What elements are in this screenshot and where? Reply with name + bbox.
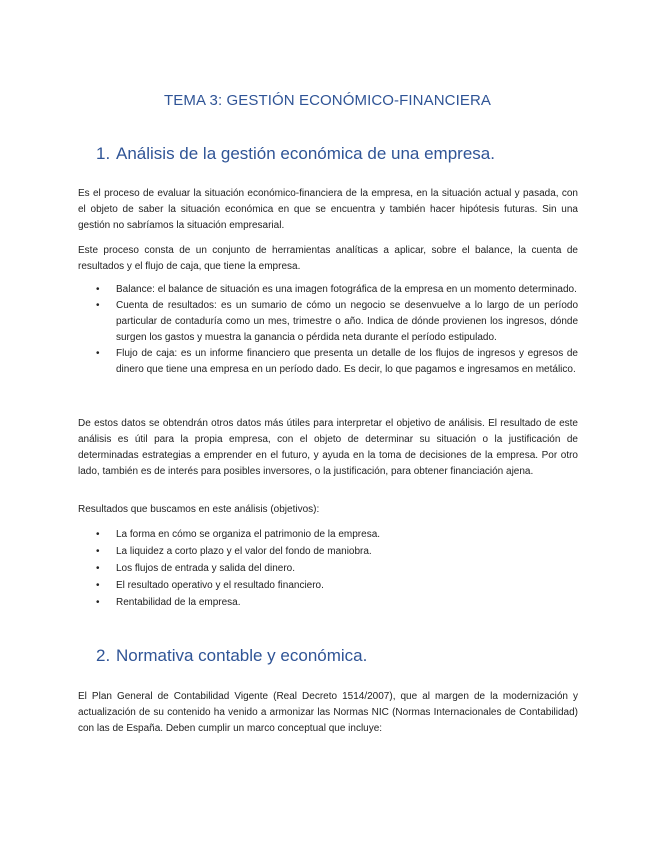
list-item (78, 561, 578, 577)
section-1-number: 1. (96, 144, 111, 163)
list-item-text: Balance: el balance de situación es una imagen fotográfica de la empresa en un momento determinado. (116, 284, 577, 295)
list-item-text: Rentabilidad de la empresa. (116, 597, 241, 608)
section-1-title: Análisis de la gestión económica de una empresa. (116, 144, 495, 163)
document-title: TEMA 3: GESTIÓN ECONÓMICO-FINANCIERA (164, 92, 491, 109)
bullet-icon: • (96, 300, 100, 311)
list-item-text: Los flujos de entrada y salida del dinero. (116, 563, 296, 574)
bullet-icon: • (96, 529, 100, 540)
list-item (78, 527, 578, 543)
section-2-paragraph-1: El Plan General de Contabilidad Vigente (Real Decreto 1514/2007), que al margen de la modernización y actualización de su contenido ha venido a armonizar las Normas NIC (Normas Internacionales de Contabilidad) con las de España. Deben cumplir un marco conceptual que incluye: (78, 691, 578, 734)
list-item (78, 346, 578, 378)
list-item (78, 595, 578, 611)
list-item (78, 282, 578, 298)
section-1-paragraph-3: De estos datos se obtendrán otros datos más útiles para interpretar el objetivo de análisis. El resultado de este análisis es útil para la propia empresa, con el objeto de determinar su situación o la justificación de determinadas estrategias a emprender en el futuro, y ayuda en la toma de decisiones de la empresa. Por otro lado, también es de interés para posibles inversores, o la justificación, para obtener financiación ajena. (78, 418, 578, 477)
tools-list (78, 282, 578, 378)
section-2-title: Normativa contable y económica. (116, 646, 368, 665)
list-item-text: La forma en cómo se organiza el patrimonio de la empresa. (116, 529, 381, 540)
bullet-icon: • (96, 563, 100, 574)
bullet-icon: • (96, 580, 100, 591)
section-1-paragraph-2: Este proceso consta de un conjunto de herramientas analíticas a aplicar, sobre el balance, la cuenta de resultados y el flujo de caja, que tiene la empresa. (78, 245, 578, 272)
objectives-list (78, 527, 578, 612)
list-item-text: La liquidez a corto plazo y el valor del fondo de maniobra. (116, 546, 372, 557)
list-item-text: Flujo de caja: es un informe financiero que presenta un detalle de los flujos de ingresos y egresos de dinero que tiene una empresa en un período dado. Es decir, lo que pagamos e ingresamos en metálico. (116, 348, 578, 375)
bullet-icon: • (96, 546, 100, 557)
objectives-intro: Resultados que buscamos en este análisis (objetivos): (78, 504, 320, 515)
list-item (78, 298, 578, 346)
section-2-heading (96, 646, 367, 666)
section-2-number: 2. (96, 646, 111, 665)
bullet-icon: • (96, 597, 100, 608)
list-item (78, 544, 578, 560)
list-item-text: Cuenta de resultados: es un sumario de cómo un negocio se desenvuelve a lo largo de un período particular de contaduría como un mes, trimestre o año. Indica de dónde provienen los ingresos, dónde surgen los gastos y muestra la ganancia o pérdida neta durante el período estipulado. (116, 300, 578, 343)
section-1-heading (96, 144, 495, 164)
list-item (78, 578, 578, 594)
section-1-paragraph-1: Es el proceso de evaluar la situación económico-financiera de la empresa, en la situación actual y pasada, con el objeto de saber la situación económica en que se encuentra y también hacer hipótesis futuras. Sin una gestión no sabríamos la situación empresarial. (78, 188, 578, 231)
bullet-icon: • (96, 348, 100, 359)
list-item-text: El resultado operativo y el resultado financiero. (116, 580, 324, 591)
bullet-icon: • (96, 284, 100, 295)
